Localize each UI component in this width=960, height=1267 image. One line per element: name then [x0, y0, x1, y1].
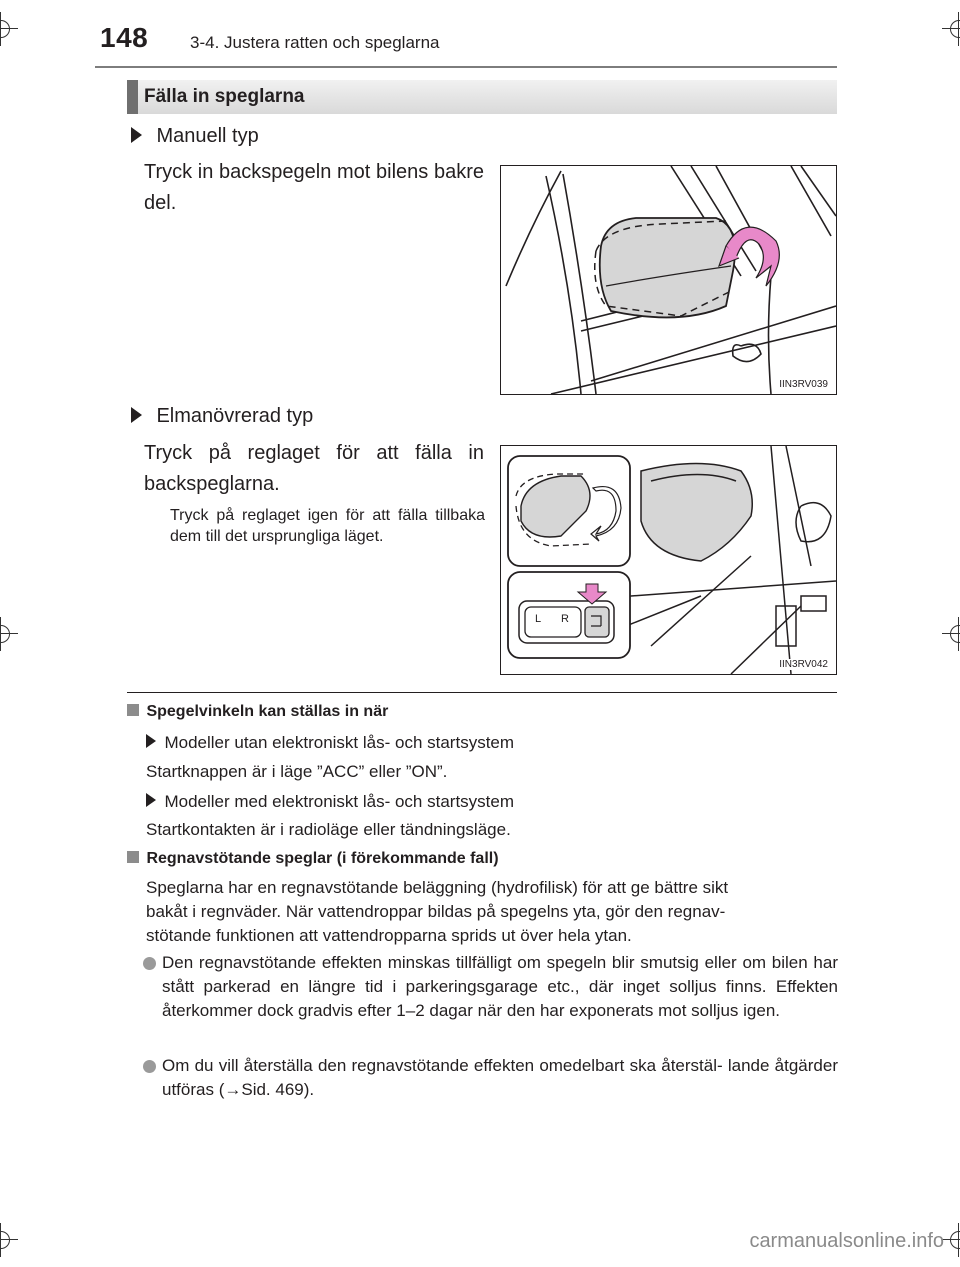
crop-mark — [0, 1223, 18, 1257]
square-bullet-icon — [127, 704, 139, 716]
crop-mark — [942, 617, 960, 651]
electric-fold-figure — [500, 445, 837, 675]
item2-text: Startkontakten är i radioläge eller tändningsläge. — [146, 820, 511, 839]
crop-mark — [0, 617, 18, 651]
rain-heading-text: Regnavstötande speglar (i förekommande fall) — [146, 850, 499, 867]
item1-heading-text: Modeller utan elektroniskt lås- och startsystem — [164, 733, 515, 752]
switch-right-label: R — [561, 613, 569, 625]
angle-heading — [127, 703, 388, 721]
rain-line-3: stötande funktionen att vattendropparna sprids ut över hela ytan. — [146, 926, 632, 945]
rain-bullet-2 — [162, 1054, 838, 1102]
crop-mark — [942, 1223, 960, 1257]
dot-bullet-icon — [143, 957, 156, 975]
page-reference-link[interactable]: Sid. 469). — [241, 1080, 315, 1099]
square-bullet-icon — [127, 851, 139, 863]
dot-bullet-icon — [143, 1060, 156, 1078]
electric-type-note: Tryck på reglaget igen för att fälla tillbaka dem till det ursprungliga läget. — [170, 507, 485, 545]
triangle-bullet-icon — [146, 793, 156, 807]
manual-mirror-illustration — [501, 166, 836, 394]
electric-mirror-illustration — [501, 446, 836, 674]
figure-code: IIN3RV042 — [779, 659, 828, 670]
triangle-bullet-icon — [131, 127, 142, 143]
electric-type-heading — [131, 406, 313, 429]
item2-heading — [146, 790, 514, 814]
rain-heading — [127, 850, 499, 868]
manual-fold-figure — [500, 165, 837, 395]
electric-type-text: Tryck på reglaget för att fälla in backspeglarna. — [144, 442, 484, 495]
switch-left-label: L — [535, 613, 542, 625]
crop-mark — [942, 12, 960, 46]
item1-heading — [146, 731, 514, 755]
manual-type-label: Manuell typ — [156, 125, 259, 147]
arrow-right-icon: → — [224, 1080, 242, 1099]
manual-type-text: Tryck in backspegeln mot bilens bakre del. — [144, 161, 484, 214]
angle-heading-text: Spegelvinkeln kan ställas in när — [146, 703, 389, 720]
rain-line-1: Speglarna har en regnavstötande beläggning (hydrofilisk) för att ge bättre sikt — [146, 878, 729, 897]
triangle-bullet-icon — [146, 734, 156, 748]
manual-type-heading — [131, 126, 259, 149]
figure-code: IIN3RV039 — [779, 379, 828, 390]
item1-text: Startknappen är i läge ”ACC” eller ”ON”. — [146, 762, 448, 781]
chapter-title: 3-4. Justera ratten och speglarna — [190, 33, 440, 52]
section-divider — [127, 692, 837, 693]
crop-mark — [0, 12, 18, 46]
item2-heading-text: Modeller med elektroniskt lås- och startsystem — [164, 792, 515, 811]
page-number: 148 — [100, 22, 149, 53]
watermark: carmanualsonline.info — [749, 1230, 944, 1252]
electric-type-label: Elmanövrerad typ — [156, 405, 314, 427]
triangle-bullet-icon — [131, 407, 142, 423]
header-rule — [95, 66, 837, 68]
rain-line-2: bakåt i regnväder. När vattendroppar bildas på spegelns yta, gör den regnav- — [146, 902, 726, 921]
rain-bullet-1: Den regnavstötande effekten minskas tillfälligt om spegeln blir smutsig eller om bilen har stått parkerad en längre tid i parkeringsgarage etc., där inget solljus finns. Effekten återkommer dock gradvis efter 1–2 dagar när den har exponerats mot solljus igen. — [162, 953, 838, 1020]
section-title: Fälla in speglarna — [144, 86, 305, 107]
rain-bullet-2-text: Om du vill återställa den regnavstötande effekten omedelbart ska återstäl- lande åtgärder utföras ( — [162, 1056, 838, 1099]
